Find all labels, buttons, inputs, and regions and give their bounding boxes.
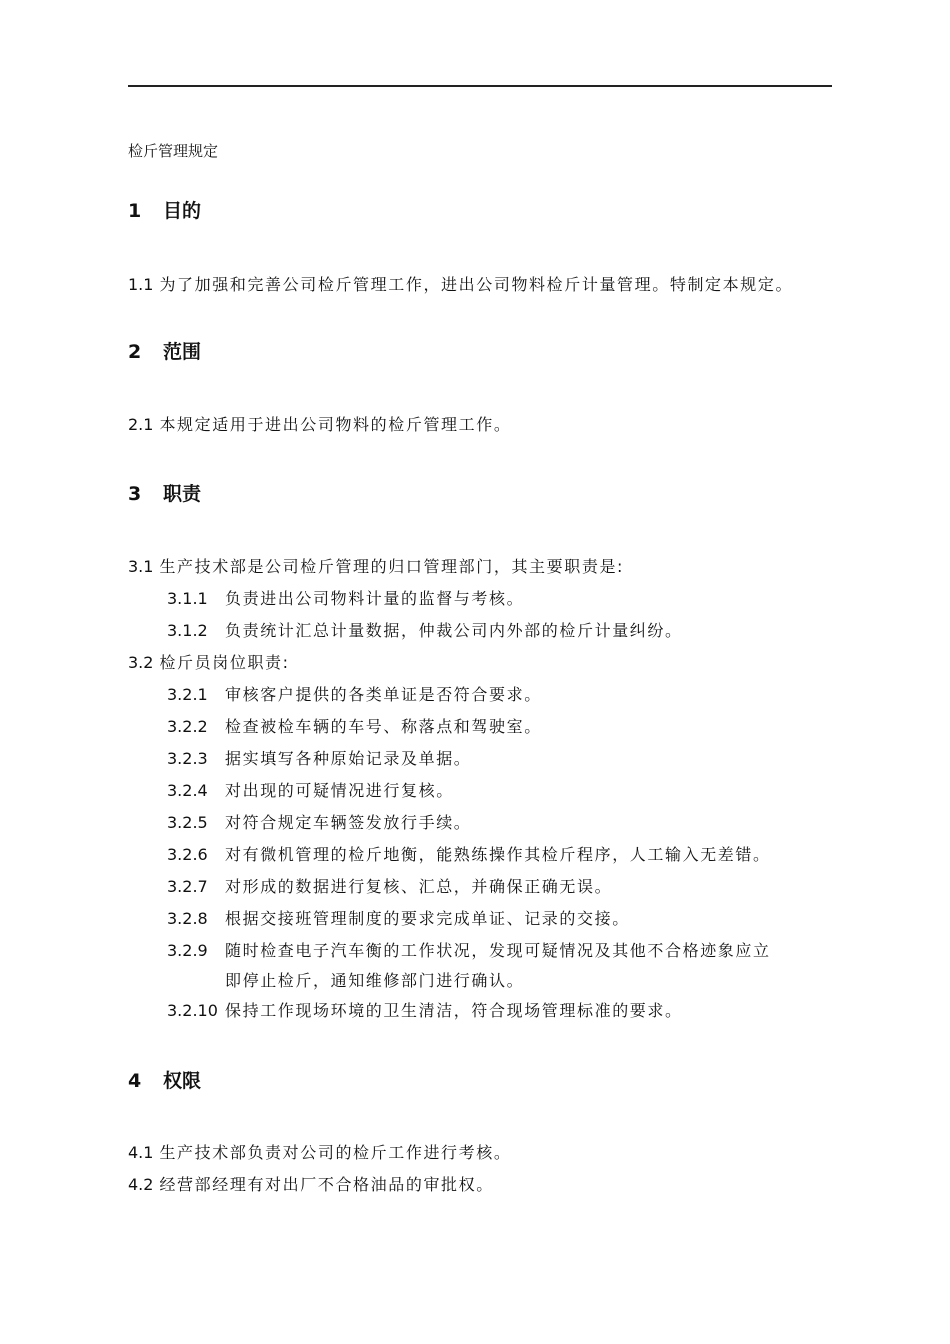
- item-3-2-9-continuation: 即停止检斤，通知维修部门进行确认。: [225, 971, 525, 990]
- item-text: 经营部经理有对出厂不合格油品的审批权。: [159, 1175, 494, 1194]
- item-number: 3.2.4: [167, 781, 208, 800]
- section-2-heading: [128, 337, 201, 364]
- item-text: 为了加强和完善公司检斤管理工作，进出公司物料检斤计量管理。特制定本规定。: [159, 275, 794, 294]
- item-number: 3.2.9: [167, 941, 208, 960]
- item-number: 3.1.2: [167, 621, 208, 640]
- item-3-1-2: [167, 618, 683, 641]
- section-4-heading: [128, 1066, 201, 1093]
- item-number: 3.2.6: [167, 845, 208, 864]
- item-text: 负责统计汇总计量数据，仲裁公司内外部的检斤计量纠纷。: [225, 621, 683, 640]
- item-number: 3.2.2: [167, 717, 208, 736]
- item-number: 1.1: [128, 275, 154, 294]
- item-3-2-8: [167, 906, 630, 929]
- item-number: 4.1: [128, 1143, 154, 1162]
- item-3-2-10: [167, 998, 683, 1021]
- header-rule: [128, 85, 832, 87]
- section-number: 2: [128, 341, 142, 363]
- item-text: 保持工作现场环境的卫生清洁，符合现场管理标准的要求。: [225, 1001, 683, 1020]
- item-2-1: [128, 412, 511, 435]
- item-3-2-5: [167, 810, 471, 833]
- item-text: 本规定适用于进出公司物料的检斤管理工作。: [159, 415, 512, 434]
- section-title: 职责: [163, 483, 202, 505]
- item-number: 3.2: [128, 653, 154, 672]
- document-title: 检斤管理规定: [128, 142, 219, 160]
- item-number: 3.1: [128, 557, 154, 576]
- item-text: 检斤员岗位职责:: [159, 653, 290, 672]
- item-3-2-6: [167, 842, 771, 865]
- item-4-1: [128, 1140, 511, 1163]
- item-text: 据实填写各种原始记录及单据。: [225, 749, 472, 768]
- item-3-2: [128, 650, 290, 673]
- item-number: 3.2.10: [167, 1001, 218, 1020]
- item-3-1-1: [167, 586, 524, 609]
- item-3-2-9: [167, 938, 771, 961]
- item-text: 根据交接班管理制度的要求完成单证、记录的交接。: [225, 909, 630, 928]
- item-text: 随时检查电子汽车衡的工作状况，发现可疑情况及其他不合格迹象应立: [225, 941, 771, 960]
- item-number: 4.2: [128, 1175, 154, 1194]
- item-number: 3.1.1: [167, 589, 208, 608]
- item-text: 对出现的可疑情况进行复核。: [225, 781, 454, 800]
- section-title: 范围: [163, 341, 202, 363]
- item-text: 生产技术部负责对公司的检斤工作进行考核。: [159, 1143, 512, 1162]
- section-3-heading: [128, 479, 201, 506]
- item-3-2-7: [167, 874, 612, 897]
- section-number: 4: [128, 1070, 142, 1092]
- section-number: 3: [128, 483, 142, 505]
- item-text: 对符合规定车辆签发放行手续。: [225, 813, 472, 832]
- section-title: 权限: [163, 1070, 202, 1092]
- section-1-heading: [128, 196, 201, 223]
- item-3-1: [128, 554, 624, 577]
- item-text: 生产技术部是公司检斤管理的归口管理部门，其主要职责是:: [159, 557, 625, 576]
- item-3-2-3: [167, 746, 471, 769]
- item-text: 审核客户提供的各类单证是否符合要求。: [225, 685, 542, 704]
- item-text: 对形成的数据进行复核、汇总，并确保正确无误。: [225, 877, 613, 896]
- item-number: 3.2.8: [167, 909, 208, 928]
- item-number: 3.2.3: [167, 749, 208, 768]
- section-title: 目的: [163, 200, 202, 222]
- item-text: 负责进出公司物料计量的监督与考核。: [225, 589, 525, 608]
- item-3-2-1: [167, 682, 542, 705]
- item-text: 对有微机管理的检斤地衡，能熟练操作其检斤程序，人工输入无差错。: [225, 845, 771, 864]
- item-text: 检查被检车辆的车号、称落点和驾驶室。: [225, 717, 542, 736]
- item-number: 3.2.7: [167, 877, 208, 896]
- item-number: 2.1: [128, 415, 154, 434]
- item-3-2-2: [167, 714, 542, 737]
- item-1-1: [128, 272, 793, 295]
- item-number: 3.2.1: [167, 685, 208, 704]
- section-number: 1: [128, 200, 142, 222]
- item-4-2: [128, 1172, 494, 1195]
- item-3-2-4: [167, 778, 454, 801]
- item-number: 3.2.5: [167, 813, 208, 832]
